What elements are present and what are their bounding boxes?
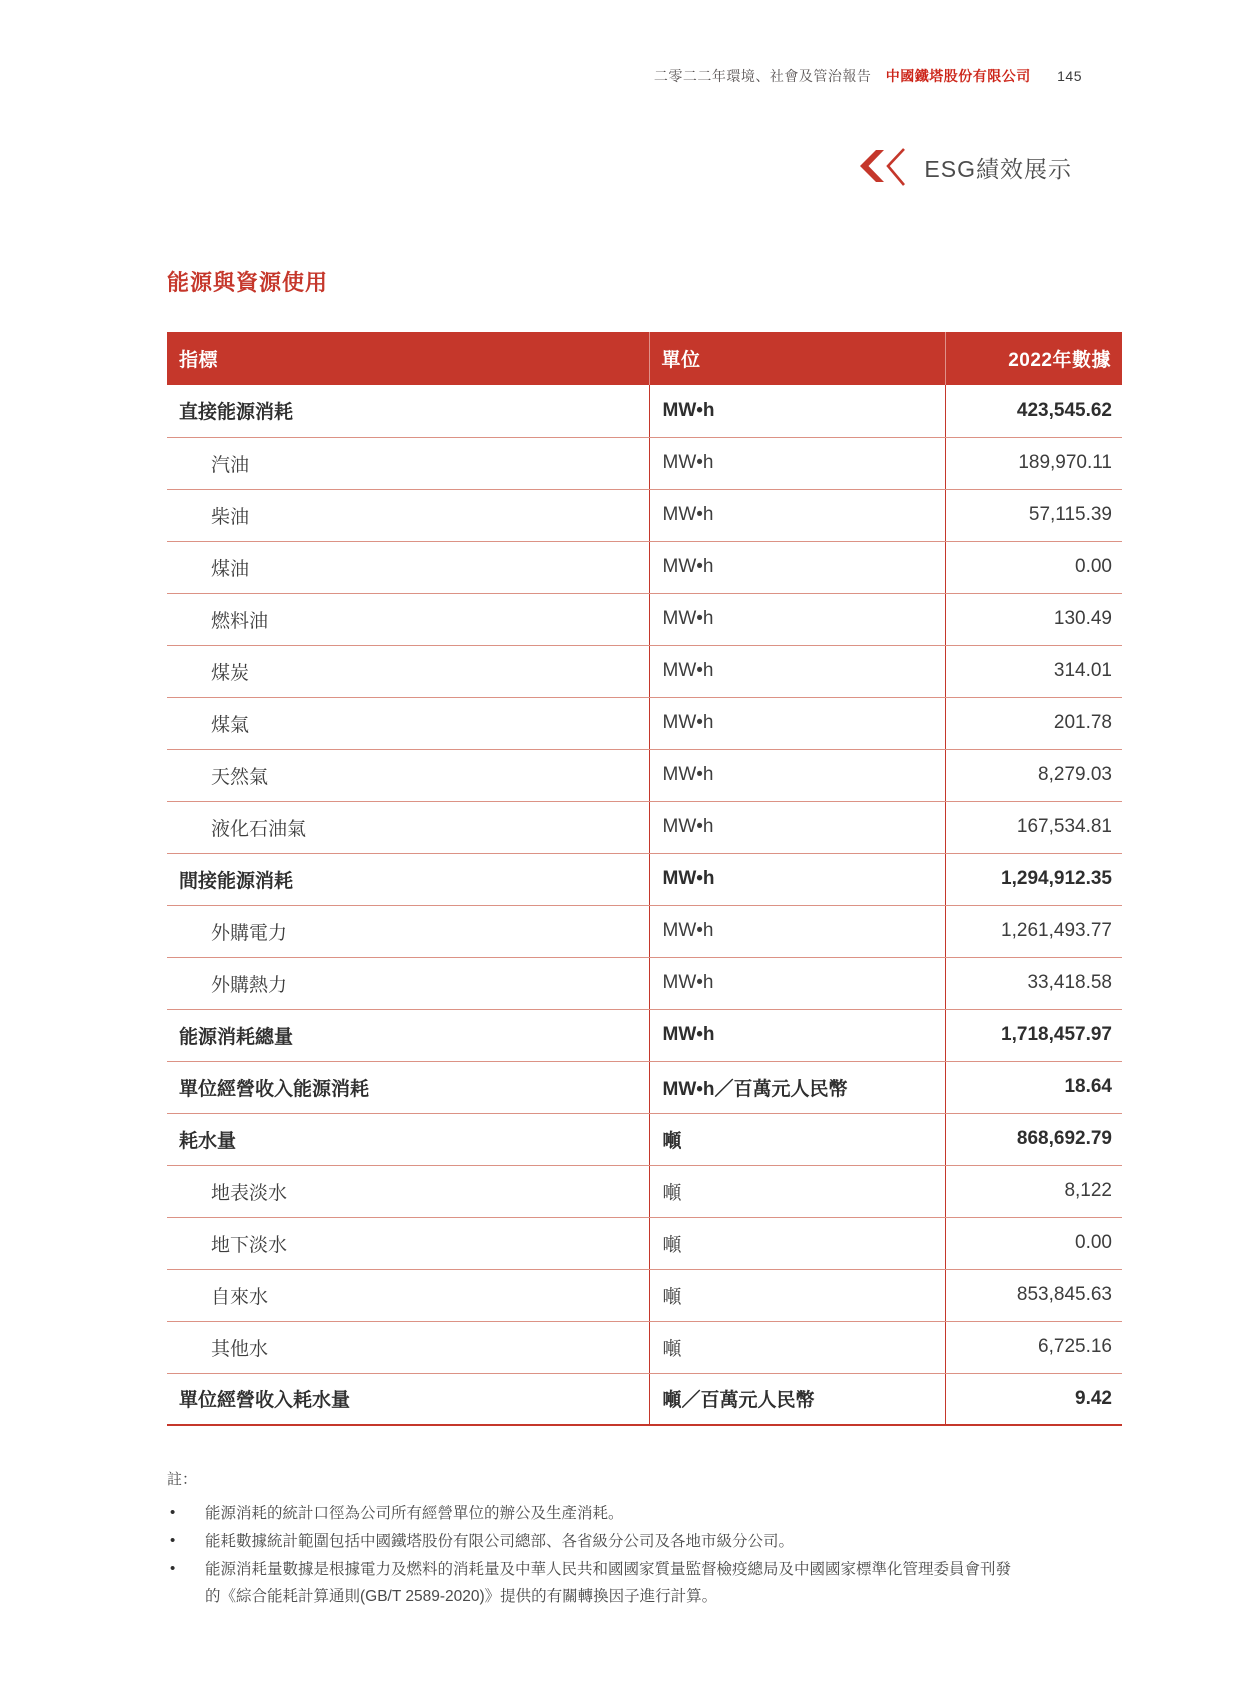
value-cell: 1,261,493.77 [945,905,1122,957]
indicator-cell: 外購熱力 [167,957,649,1009]
table-row [167,1113,1122,1165]
unit-cell: MW•h [649,801,945,853]
unit-cell: MW•h／百萬元人民幣 [649,1061,945,1113]
table-row [167,541,1122,593]
unit-cell: MW•h [649,489,945,541]
indicator-cell: 液化石油氣 [167,801,649,853]
unit-cell: MW•h [649,957,945,1009]
value-cell: 0.00 [945,1217,1122,1269]
value-cell: 33,418.58 [945,957,1122,1009]
unit-cell: MW•h [649,385,945,437]
indicator-cell: 煤油 [167,541,649,593]
table-row [167,1373,1122,1425]
table-row [167,1165,1122,1217]
table-row [167,489,1122,541]
unit-cell: MW•h [649,645,945,697]
value-cell: 314.01 [945,645,1122,697]
table-row [167,593,1122,645]
table-row [167,905,1122,957]
table-row [167,853,1122,905]
table-row [167,1321,1122,1373]
indicator-cell: 柴油 [167,489,649,541]
page-header [654,66,1082,86]
table-row [167,385,1122,437]
value-cell: 57,115.39 [945,489,1122,541]
unit-cell: MW•h [649,541,945,593]
value-cell: 8,279.03 [945,749,1122,801]
table-row [167,645,1122,697]
table-row [167,1061,1122,1113]
table-row [167,801,1122,853]
note-item: • 能耗數據統計範圍包括中國鐵塔股份有限公司總部、各省級分公司及各地市級分公司。 [167,1528,1025,1555]
unit-cell: 噸 [649,1217,945,1269]
indicator-cell: 直接能源消耗 [167,385,649,437]
table-row [167,1269,1122,1321]
unit-cell: MW•h [649,697,945,749]
unit-cell: MW•h [649,437,945,489]
value-cell: 423,545.62 [945,385,1122,437]
unit-cell: MW•h [649,853,945,905]
value-cell: 1,294,912.35 [945,853,1122,905]
value-cell: 167,534.81 [945,801,1122,853]
indicator-cell: 地表淡水 [167,1165,649,1217]
table-row [167,749,1122,801]
table-header-row [167,332,1122,385]
col-header-indicator: 指標 [167,332,649,385]
unit-cell: 噸／百萬元人民幣 [649,1373,945,1425]
company-name: 中國鐵塔股份有限公司 [885,68,1031,84]
unit-cell: MW•h [649,1009,945,1061]
table-body [167,385,1122,1425]
unit-cell: 噸 [649,1269,945,1321]
energy-resource-table [167,332,1122,1426]
value-cell: 8,122 [945,1165,1122,1217]
notes-section [167,1468,1025,1612]
value-cell: 1,718,457.97 [945,1009,1122,1061]
table-row [167,697,1122,749]
indicator-cell: 耗水量 [167,1113,649,1165]
indicator-cell: 自來水 [167,1269,649,1321]
esg-section-banner [859,148,1072,186]
esg-banner-label: ESG績效展示 [924,155,1072,182]
notes-label: 註： [167,1471,198,1488]
col-header-unit: 單位 [649,332,945,385]
table-row [167,957,1122,1009]
note-item: • 能源消耗的統計口徑為公司所有經營單位的辦公及生產消耗。 [167,1500,1025,1527]
value-cell: 6,725.16 [945,1321,1122,1373]
indicator-cell: 煤氣 [167,697,649,749]
section-title: 能源與資源使用 [167,270,329,295]
indicator-cell: 煤炭 [167,645,649,697]
value-cell: 201.78 [945,697,1122,749]
unit-cell: 噸 [649,1113,945,1165]
table-row [167,437,1122,489]
value-cell: 189,970.11 [945,437,1122,489]
unit-cell: 噸 [649,1321,945,1373]
value-cell: 868,692.79 [945,1113,1122,1165]
indicator-cell: 間接能源消耗 [167,853,649,905]
indicator-cell: 汽油 [167,437,649,489]
table-row [167,1009,1122,1061]
notes-list [167,1500,1025,1611]
value-cell: 0.00 [945,541,1122,593]
value-cell: 9.42 [945,1373,1122,1425]
indicator-cell: 能源消耗總量 [167,1009,649,1061]
indicator-cell: 外購電力 [167,905,649,957]
value-cell: 130.49 [945,593,1122,645]
unit-cell: 噸 [649,1165,945,1217]
indicator-cell: 單位經營收入耗水量 [167,1373,649,1425]
indicator-cell: 燃料油 [167,593,649,645]
page-number: 145 [1057,68,1082,84]
indicator-cell: 天然氣 [167,749,649,801]
note-item: • 能源消耗量數據是根據電力及燃料的消耗量及中華人民共和國國家質量監督檢疫總局及中國國家標準化管理委員會刊發的《綜合能耗計算通則(GB/T 2589-2020)》提供的有關轉換因子進行計算。 [167,1556,1025,1610]
unit-cell: MW•h [649,905,945,957]
indicator-cell: 地下淡水 [167,1217,649,1269]
indicator-cell: 單位經營收入能源消耗 [167,1061,649,1113]
unit-cell: MW•h [649,749,945,801]
table-row [167,1217,1122,1269]
indicator-cell: 其他水 [167,1321,649,1373]
value-cell: 853,845.63 [945,1269,1122,1321]
unit-cell: MW•h [649,593,945,645]
value-cell: 18.64 [945,1061,1122,1113]
report-title: 二零二二年環境、社會及管治報告 [653,68,872,84]
double-chevron-left-icon [859,148,911,186]
col-header-2022-data: 2022年數據 [945,332,1122,385]
